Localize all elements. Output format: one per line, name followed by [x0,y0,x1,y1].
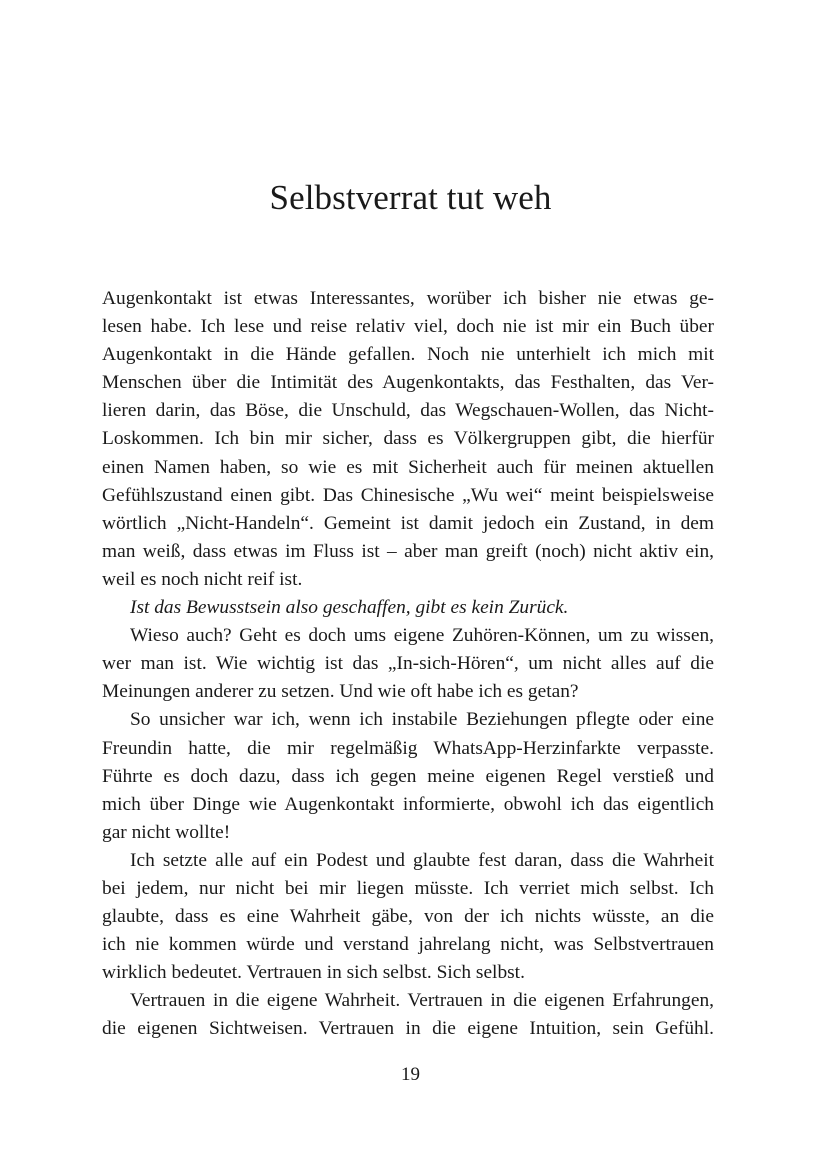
text-line: Wieso auch? Geht es doch ums eigene Zuhören-Können, um zu wissen, [130,625,714,647]
text-line: wirklich bedeutet. Vertrauen in sich selbst. Sich selbst. [102,962,525,984]
text-line: Ich setzte alle auf ein Podest und glaubte fest daran, dass die Wahrheit [130,849,714,871]
paragraph-italic [102,594,714,622]
text-line: Gefühlszustand einen gibt. Das Chinesische „Wu wei“ meint beispielsweise [102,484,714,506]
chapter-body [102,285,714,1044]
text-line: wer man ist. Wie wichtig ist das „In-sich-Hören“, um nicht alles auf die [102,653,714,675]
text-line: Führte es doch dazu, dass ich gegen meine eigenen Regel verstieß und [102,765,714,787]
text-line: gar nicht wollte! [102,821,231,843]
paragraph [102,987,714,1043]
text-line: Menschen über die Intimität des Augenkontakts, das Festhalten, das Ver- [102,372,714,394]
paragraph [102,622,714,706]
text-line: So unsicher war ich, wenn ich instabile Beziehungen pflegte oder eine [130,709,714,731]
text-line: die eigenen Sichtweisen. Vertrauen in die eigene Intuition, sein Gefühl. [102,1018,714,1040]
page-number: 19 [401,1064,420,1085]
text-line: einen Namen haben, so wie es mit Sicherheit auch für meinen aktuellen [102,456,714,478]
text-line: Augenkontakt in die Hände gefallen. Noch nie unterhielt ich mich mit [102,344,714,366]
text-line: Augenkontakt ist etwas Interessantes, worüber ich bisher nie etwas ge- [102,288,714,309]
text-line: Freundin hatte, die mir regelmäßig WhatsApp-Herzinfarkte verpasste. [102,737,714,759]
text-line: wörtlich „Nicht-Handeln“. Gemeint ist damit jedoch ein Zustand, in dem [102,512,714,534]
chapter-title: Selbstverrat tut weh [269,178,552,217]
text-line: man weiß, dass etwas im Fluss ist – aber man greift (noch) nicht aktiv ein, [102,540,714,562]
paragraph [102,706,714,846]
text-line: weil es noch nicht reif ist. [102,568,303,590]
text-line: lieren darin, das Böse, die Unschuld, das Wegschauen-Wollen, das Nicht- [102,400,714,422]
paragraph [102,285,714,594]
text-line: lesen habe. Ich lese und reise relativ viel, doch nie ist mir ein Buch über [102,316,714,338]
paragraph [102,847,714,987]
text-line: bei jedem, nur nicht bei mir liegen müsste. Ich verriet mich selbst. Ich [102,877,714,899]
text-line: Meinungen anderer zu setzen. Und wie oft habe ich es getan? [102,681,579,703]
text-line: Ist das Bewusstsein also geschaffen, gibt es kein Zurück. [130,597,569,619]
text-line: mich über Dinge wie Augenkontakt informierte, obwohl ich das eigentlich [102,793,714,815]
text-line: Loskommen. Ich bin mir sicher, dass es Völkergruppen gibt, die hierfür [102,428,714,450]
text-line: ich nie kommen würde und verstand jahrelang nicht, was Selbstvertrauen [102,934,714,956]
text-line: Vertrauen in die eigene Wahrheit. Vertrauen in die eigenen Erfahrungen, [130,990,714,1012]
text-line: glaubte, dass es eine Wahrheit gäbe, von der ich nichts wüsste, an die [102,906,714,928]
